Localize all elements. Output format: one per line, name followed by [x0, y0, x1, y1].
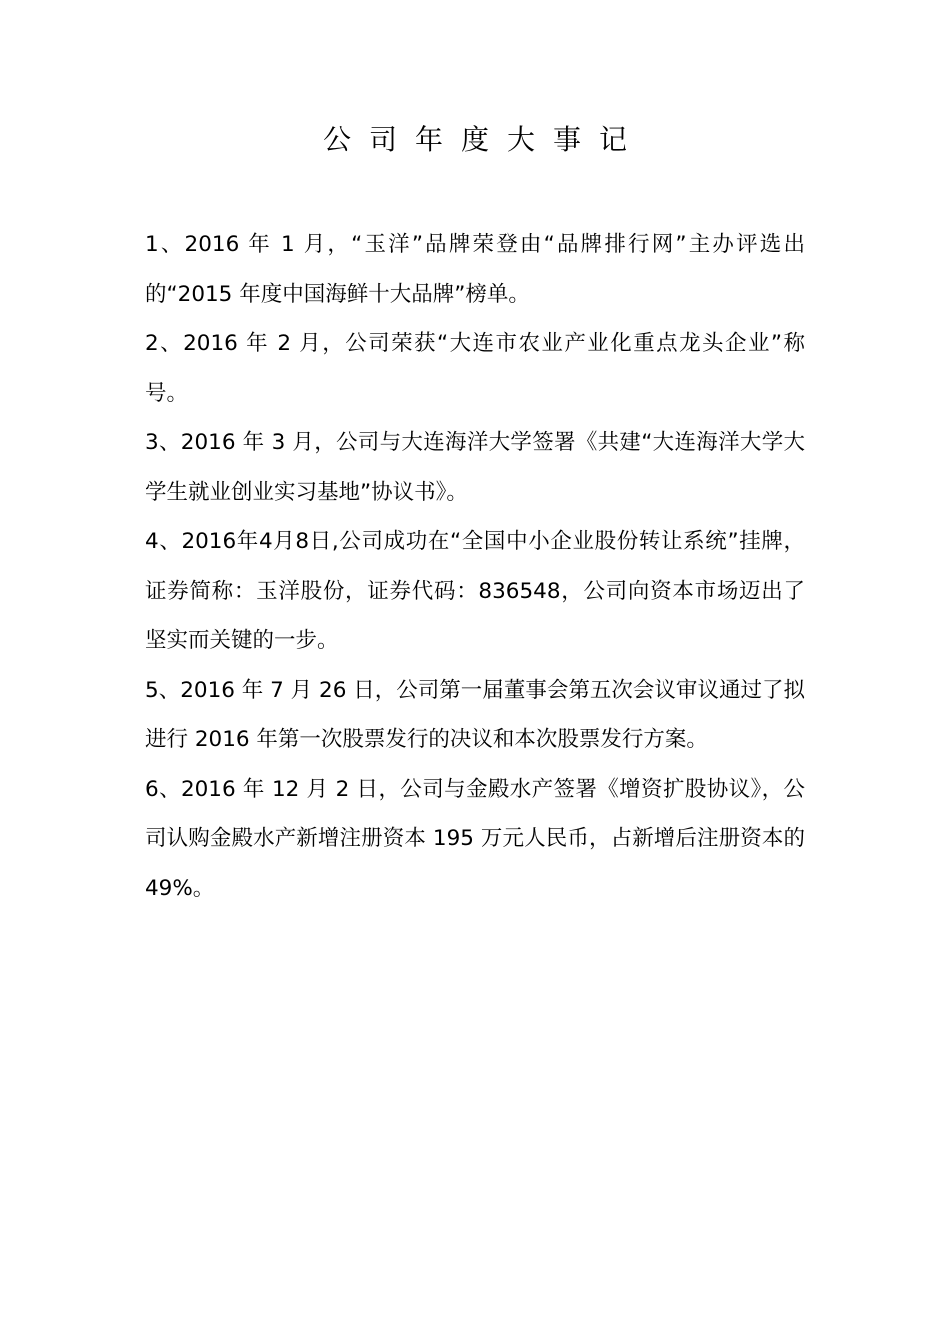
event-item-1: 1、2016 年 1 月，“玉洋”品牌荣登由“品牌排行网”主办评选出的“2015 年度中国海鲜十大品牌”榜单。	[145, 232, 805, 307]
page-title: 公司年度大事记	[322, 123, 645, 156]
event-item-2: 2、2016 年 2 月，公司荣获“大连市农业产业化重点龙头企业”称号。	[145, 331, 805, 406]
event-item-6: 6、2016 年 12 月 2 日，公司与金殿水产签署《增资扩股协议》，公司认购金殿水产新增注册资本 195 万元人民币，占新增后注册资本的 49%。	[145, 776, 805, 901]
event-item-3: 3、2016 年 3 月，公司与大连海洋大学签署《共建“大连海洋大学大学生就业创业实习基地”协议书》。	[145, 430, 805, 505]
event-item-4: 4、2016年4月8日,公司成功在“全国中小企业股份转让系统”挂牌，证券简称：玉洋股份，证券代码：836548，公司向资本市场迈出了坚实而关键的一步。	[145, 529, 805, 653]
event-item-5: 5、2016 年 7 月 26 日，公司第一届董事会第五次会议审议通过了拟进行 2016 年第一次股票发行的决议和本次股票发行方案。	[145, 677, 805, 752]
event-list	[145, 220, 805, 913]
